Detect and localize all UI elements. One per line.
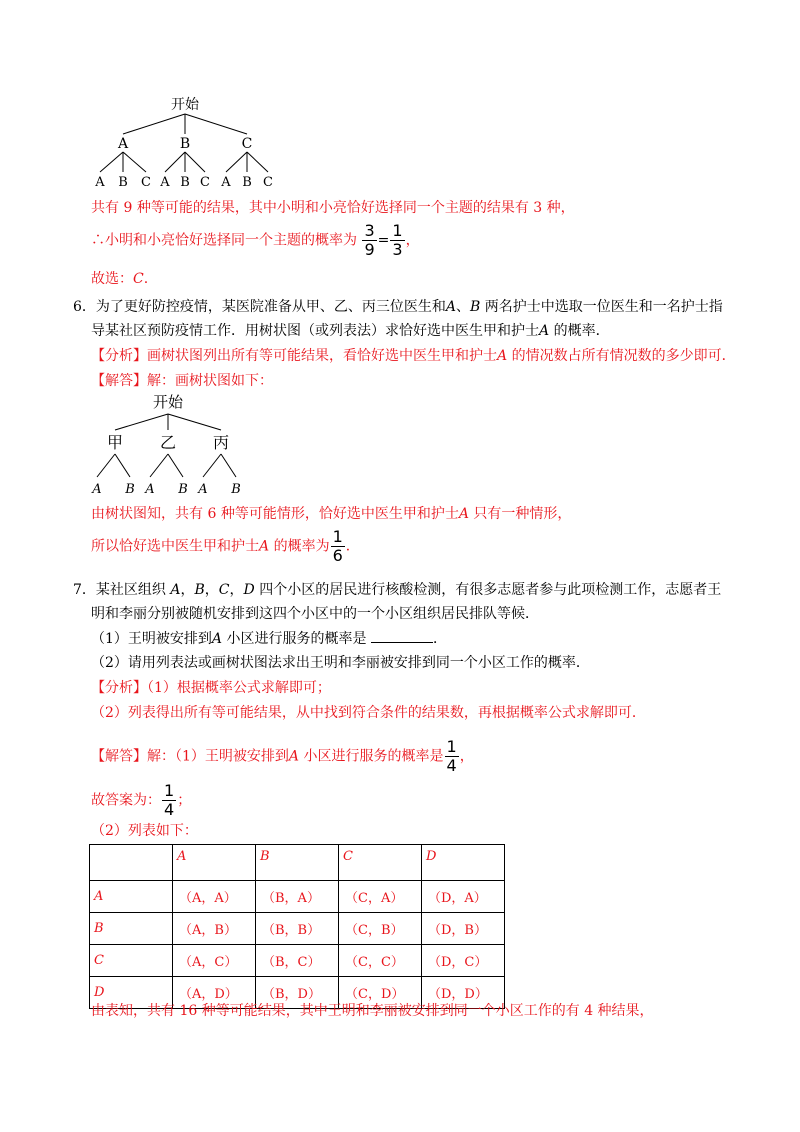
tree-1-node-c: C <box>241 136 253 152</box>
tree-2-node-yi: 乙 <box>159 433 177 452</box>
tree-2-leaf: B <box>231 482 241 497</box>
q7-question-line-1: 7．某社区组织 A，B，C，D 四个小区的居民进行核酸检测，有很多志愿者参与此项检测工作，志愿者王 <box>73 582 722 598</box>
tree-1-leaf: B <box>118 175 128 190</box>
tree-1-leaf: C <box>200 175 210 190</box>
tree-2-leaf: A <box>145 482 155 497</box>
table-cell: （D，A） <box>422 881 505 913</box>
probability-table <box>89 844 505 1009</box>
table-header-cell: C <box>339 845 422 881</box>
table-header-cell: A <box>173 845 256 881</box>
equals-sign: = <box>377 232 390 249</box>
q5-choice-line: 故选：C. <box>91 271 149 287</box>
table-cell: （B，A） <box>256 881 339 913</box>
table-cell: （A，A） <box>173 881 256 913</box>
q6-number: 6． <box>73 299 96 315</box>
tree-diagram-1 <box>90 92 273 190</box>
table-cell: （A，B） <box>173 913 256 945</box>
table-cell: （C，B） <box>339 913 422 945</box>
therefore-symbol: ∴ <box>91 232 105 249</box>
fraction-3-9: $\frac{3}{9}$ <box>364 221 375 259</box>
q6-answer: 【解答】解：画树状图如下： <box>91 373 273 389</box>
table-row-label: D <box>90 977 173 1009</box>
fraction-1-4: $\frac{1}{4}$ <box>164 781 175 819</box>
tree-2-leaf: A <box>198 482 208 497</box>
tree-1-node-b: B <box>179 136 191 152</box>
q7-answer-1: 【解答】解：（1）王明被安排到A 小区进行服务的概率是 $\frac{1}{4}$ ， <box>91 737 474 775</box>
q7-analysis-2: （2）列表得出所有等可能结果，从中找到符合条件的结果数，再根据概率公式求解即可． <box>91 705 646 721</box>
analysis-label: 【分析】 <box>91 680 147 696</box>
table-cell: （B，B） <box>256 913 339 945</box>
tree-1-leaf: A <box>221 175 231 190</box>
tree-1-leaf: B <box>180 175 190 190</box>
analysis-label: 【分析】 <box>91 348 147 364</box>
tree-1-root: 开始 <box>171 97 199 113</box>
table-cell: （C，A） <box>339 881 422 913</box>
table-row-label: C <box>90 945 173 977</box>
table-cell: （D，C） <box>422 945 505 977</box>
table-header-cell: B <box>256 845 339 881</box>
tree-2-leaf: B <box>125 482 135 497</box>
q6-final-line: 所以恰好选中医生甲和护士A 的概率为 $\frac{1}{6}$ ． <box>91 527 360 565</box>
table-row-label: A <box>90 881 173 913</box>
q7-conclusion: 由表知，共有 16 种等可能结果，其中王明和李丽被安排到同一个小区工作的有 4 种结果， <box>91 1003 654 1019</box>
table-row <box>90 945 505 977</box>
table-cell: （B，D） <box>256 977 339 1009</box>
table-cell: （A，C） <box>173 945 256 977</box>
tree-1-leaf: C <box>263 175 273 190</box>
q7-analysis-1: 【分析】（1）根据概率公式求解即可； <box>91 680 331 696</box>
table-cell: （C，D） <box>339 977 422 1009</box>
tree-2-root: 开始 <box>152 393 184 411</box>
table-header-row <box>90 845 505 881</box>
tree-1-leaf: C <box>141 175 151 190</box>
table-header-cell: D <box>422 845 505 881</box>
q7-sub-question-2: （2）请用列表法或画树状图法求出王明和李丽被安排到同一个小区工作的概率． <box>91 655 590 671</box>
q6-question-line-2: 导某社区预防疫情工作．用树状图（或列表法）求恰好选中医生甲和护士A 的概率． <box>91 323 610 339</box>
q7-number: 7． <box>73 582 96 598</box>
table-cell: （D，D） <box>422 977 505 1009</box>
fraction-1-4: $\frac{1}{4}$ <box>446 737 457 775</box>
answer-label: 【解答】 <box>91 373 147 389</box>
q7-part-2-label: （2）列表如下： <box>91 823 198 839</box>
tree-2-leaf: B <box>178 482 188 497</box>
q7-question-line-2: 明和李丽分别被随机安排到这四个小区中的一个小区组织居民排队等候． <box>91 606 539 622</box>
table-cell: （C，C） <box>339 945 422 977</box>
table-header-cell <box>90 845 173 881</box>
q6-result-line: 由树状图知，共有 6 种等可能情形，恰好选中医生甲和护士A 只有一种情形， <box>91 506 572 522</box>
table-row <box>90 881 505 913</box>
q5-result-line: 共有 9 种等可能的结果，其中小明和小亮恰好选择同一个主题的结果有 3 种， <box>91 200 575 216</box>
table-cell: （B，C） <box>256 945 339 977</box>
table-cell: （D，B） <box>422 913 505 945</box>
fraction-1-3: $\frac{1}{3}$ <box>392 221 403 259</box>
q6-question-line-1: 6．为了更好防控疫情，某医院准备从甲、乙、丙三位医生和A、B 两名护士中选取一位医生和一名护士指 <box>73 299 723 315</box>
tree-2-node-jia: 甲 <box>106 433 124 452</box>
q7-sub-question-1: （1）王明被安排到A 小区进行服务的概率是 ． <box>91 631 447 647</box>
tree-2-leaf: A <box>92 482 102 497</box>
table-row <box>90 913 505 945</box>
fraction-1-6: $\frac{1}{6}$ <box>332 527 343 565</box>
answer-label: 【解答】 <box>91 748 147 765</box>
q5-probability-line: ∴小明和小亮恰好选择同一个主题的概率为 $\frac{3}{9}$ = $\frac{1}{3}$ ， <box>91 221 420 259</box>
table-row-label: B <box>90 913 173 945</box>
tree-1-node-a: A <box>117 136 129 152</box>
answer-blank <box>371 630 433 643</box>
tree-diagram-2 <box>88 392 248 496</box>
tree-1-leaf: A <box>95 175 105 190</box>
table-cell: （A，D） <box>173 977 256 1009</box>
q6-analysis: 【分析】画树状图列出所有等可能结果，看恰好选中医生甲和护士A 的情况数占所有情况数的多少即可． <box>91 348 736 364</box>
tree-1-leaf: A <box>160 175 170 190</box>
q7-fill-answer: 故答案为： $\frac{1}{4}$ ； <box>91 781 192 819</box>
tree-1-leaf: B <box>242 175 252 190</box>
tree-2-node-bing: 丙 <box>212 433 230 452</box>
